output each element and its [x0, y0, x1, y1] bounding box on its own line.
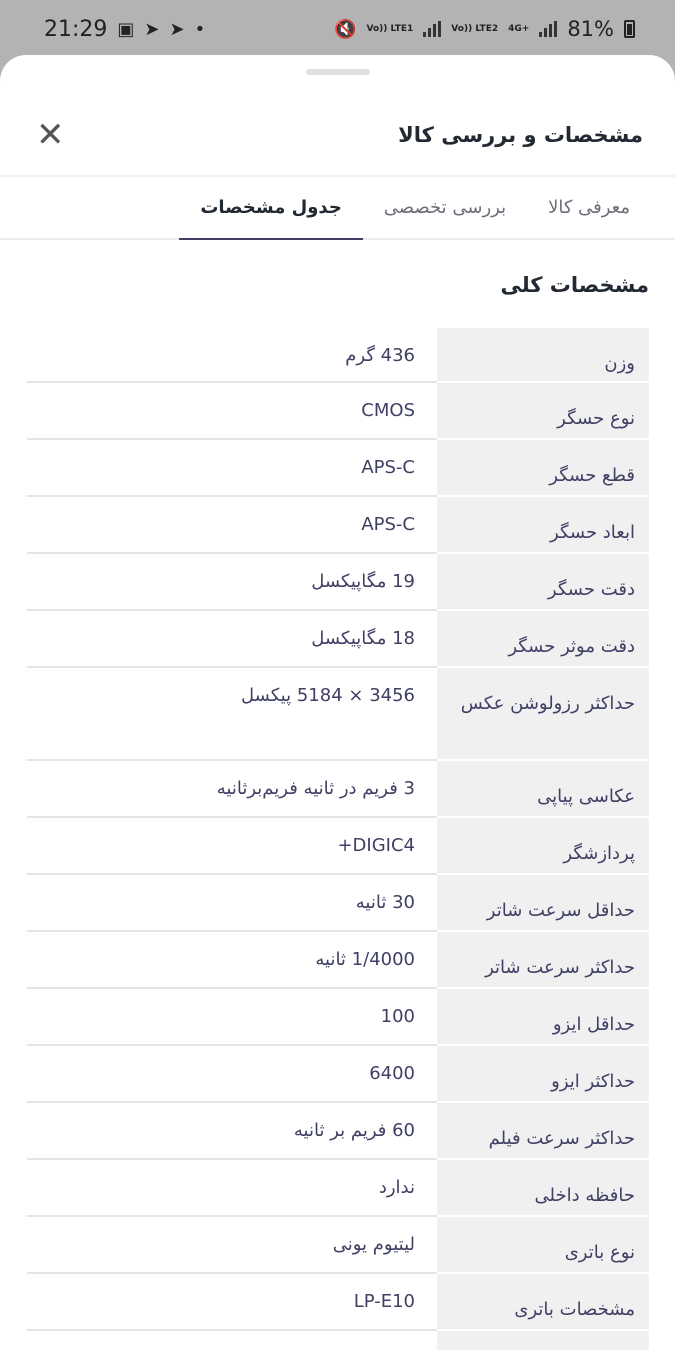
- spec-value: ندارد: [27, 1160, 437, 1217]
- spec-value: 60 فریم بر ثانیه: [27, 1103, 437, 1160]
- tab-specifications[interactable]: جدول مشخصات: [179, 177, 362, 238]
- spec-value: 1/4000 ثانیه: [27, 932, 437, 989]
- lte1-label: Vo)) LTE1: [366, 24, 414, 34]
- spec-value: 436 گرم: [27, 328, 437, 383]
- gallery-icon: ▣: [117, 18, 135, 40]
- spec-value: لیتیوم یونی: [27, 1217, 437, 1274]
- spec-key: حداکثر ایزو: [437, 1046, 649, 1103]
- spec-value: 3 فریم در ثانیه فریم‌برثانیه: [27, 761, 437, 818]
- notification-dot-icon: •: [194, 18, 206, 40]
- spec-value: LP-E10: [27, 1274, 437, 1331]
- spec-value: DIGIC4+: [27, 818, 437, 875]
- sheet-title: مشخصات و بررسی کالا: [398, 123, 643, 147]
- telegram-icon-2: ➤: [169, 18, 185, 40]
- signal2-icon: [539, 21, 557, 37]
- section-title: مشخصات کلی: [500, 273, 649, 297]
- table-row: [27, 554, 649, 611]
- table-row: [27, 668, 649, 761]
- table-row: [27, 932, 649, 989]
- bottom-sheet: [0, 55, 675, 1350]
- spec-key: حداکثر سرعت شاتر: [437, 932, 649, 989]
- spec-value: CMOS: [27, 383, 437, 440]
- spec-key: نوع حسگر: [437, 383, 649, 440]
- table-row: [27, 761, 649, 818]
- sheet-header: [0, 95, 675, 175]
- table-row: [27, 1217, 649, 1274]
- spec-value: [27, 1331, 437, 1350]
- spec-value: APS-C: [27, 440, 437, 497]
- spec-value: 18 مگاپیکسل: [27, 611, 437, 668]
- tab-expert-review[interactable]: بررسی تخصصی: [383, 197, 507, 218]
- tab-product-intro[interactable]: معرفی کالا: [548, 197, 630, 218]
- spec-key: دقت موثر حسگر: [437, 611, 649, 668]
- signal1-icon: [423, 21, 441, 37]
- spec-key: حداقل ایزو: [437, 989, 649, 1046]
- close-icon[interactable]: ✕: [36, 115, 65, 155]
- spec-value: APS-C: [27, 497, 437, 554]
- table-row: [27, 818, 649, 875]
- spec-key: حداقل سرعت شاتر: [437, 875, 649, 932]
- table-row: [27, 440, 649, 497]
- table-row: [27, 989, 649, 1046]
- status-right: [334, 17, 635, 41]
- spec-key: مشخصات باتری: [437, 1274, 649, 1331]
- spec-key: حافظه داخلی: [437, 1160, 649, 1217]
- spec-key: قطع حسگر: [437, 440, 649, 497]
- spec-value: 3456 × 5184 پیکسل: [27, 668, 437, 761]
- spec-value: 100: [27, 989, 437, 1046]
- table-row: [27, 1331, 649, 1350]
- table-row: [27, 497, 649, 554]
- status-left: [44, 17, 205, 42]
- spec-key: عکاسی پیاپی: [437, 761, 649, 818]
- mute-icon: 🔇: [334, 18, 357, 40]
- table-row: [27, 1046, 649, 1103]
- spec-key: ابعاد حسگر: [437, 497, 649, 554]
- spec-table: [27, 328, 649, 1350]
- table-row: [27, 1274, 649, 1331]
- spec-key: پردازشگر: [437, 818, 649, 875]
- table-row: [27, 383, 649, 440]
- status-bar: [0, 0, 675, 58]
- table-row: [27, 1103, 649, 1160]
- telegram-icon: ➤: [144, 18, 160, 40]
- network-label: 4G+: [508, 24, 530, 34]
- status-time: 21:29: [44, 16, 108, 42]
- table-row: [27, 1160, 649, 1217]
- spec-key: وزن: [437, 328, 649, 383]
- spec-key: دقت حسگر: [437, 554, 649, 611]
- table-row: [27, 328, 649, 383]
- table-row: [27, 611, 649, 668]
- spec-key: حداکثر سرعت فیلم: [437, 1103, 649, 1160]
- spec-value: 6400: [27, 1046, 437, 1103]
- battery-icon: [624, 20, 635, 38]
- spec-key: حداکثر رزولوشن عکس: [437, 668, 649, 761]
- battery-percent: 81%: [567, 17, 614, 41]
- spec-value: 19 مگاپیکسل: [27, 554, 437, 611]
- spec-key: نوع باتری: [437, 1217, 649, 1274]
- spec-value: 30 ثانیه: [27, 875, 437, 932]
- table-row: [27, 875, 649, 932]
- drag-handle[interactable]: [306, 69, 370, 75]
- tab-bar: [0, 175, 675, 240]
- spec-key: [437, 1331, 649, 1350]
- lte2-label: Vo)) LTE2: [451, 24, 499, 34]
